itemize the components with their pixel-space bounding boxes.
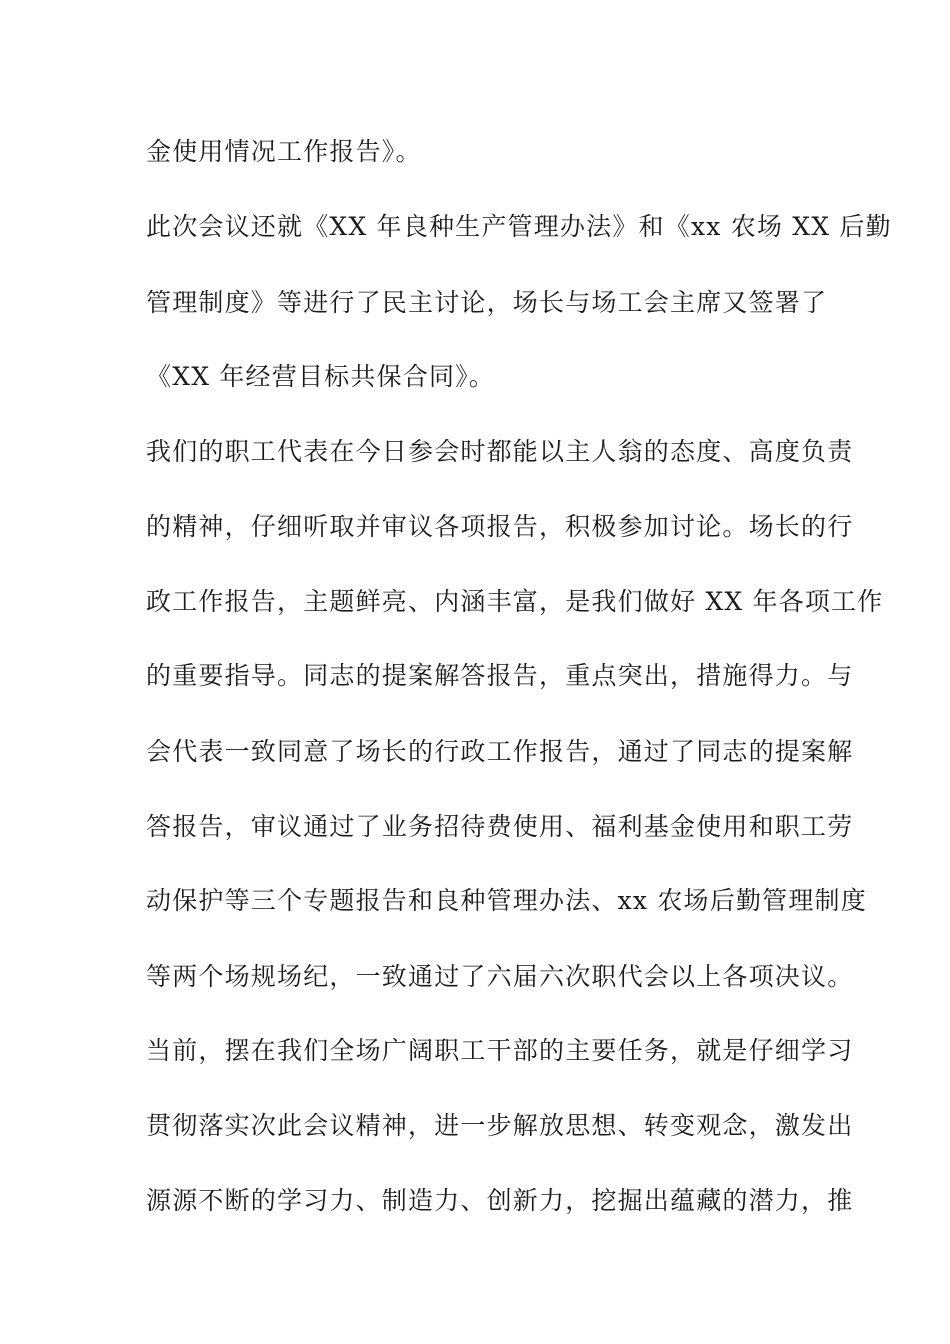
text-line-7: 政工作报告，主题鲜亮、内涵丰富，是我们做好 XX 年各项工作 [146,587,884,616]
text-line-11: 动保护等三个专题报告和良种管理办法、xx 农场后勤管理制度 [146,886,867,915]
text-line-13: 当前，摆在我们全场广阔职工干部的主要任务，就是仔细学习 [146,1036,854,1065]
text-line-8: 的重要指导。同志的提案解答报告，重点突出，措施得力。与 [146,661,854,690]
text-line-14: 贯彻落实次此会议精神，进一步解放思想、转变观念，激发出 [146,1111,854,1140]
text-line-3: 管理制度》等进行了民主讨论，场长与场工会主席又签署了 [146,288,828,317]
text-line-9: 会代表一致同意了场长的行政工作报告，通过了同志的提案解 [146,737,854,766]
text-line-12: 等两个场规场纪，一致通过了六届六次职代会以上各项决议。 [146,962,854,991]
text-line-5: 我们的职工代表在今日参会时都能以主人翁的态度、高度负责 [146,437,854,466]
text-line-4: 《XX 年经营目标共保合同》。 [146,362,496,391]
text-line-10: 答报告，审议通过了业务招待费使用、福利基金使用和职工劳 [146,812,854,841]
text-line-2: 此次会议还就《XX 年良种生产管理办法》和《xx 农场 XX 后勤 [146,212,892,241]
text-line-6: 的精神，仔细听取并审议各项报告，积极参加讨论。场长的行 [146,512,854,541]
text-line-15: 源源不断的学习力、制造力、创新力，挖掘出蕴藏的潜力，推 [146,1186,854,1215]
text-line-1: 金使用情况工作报告》。 [146,137,422,166]
